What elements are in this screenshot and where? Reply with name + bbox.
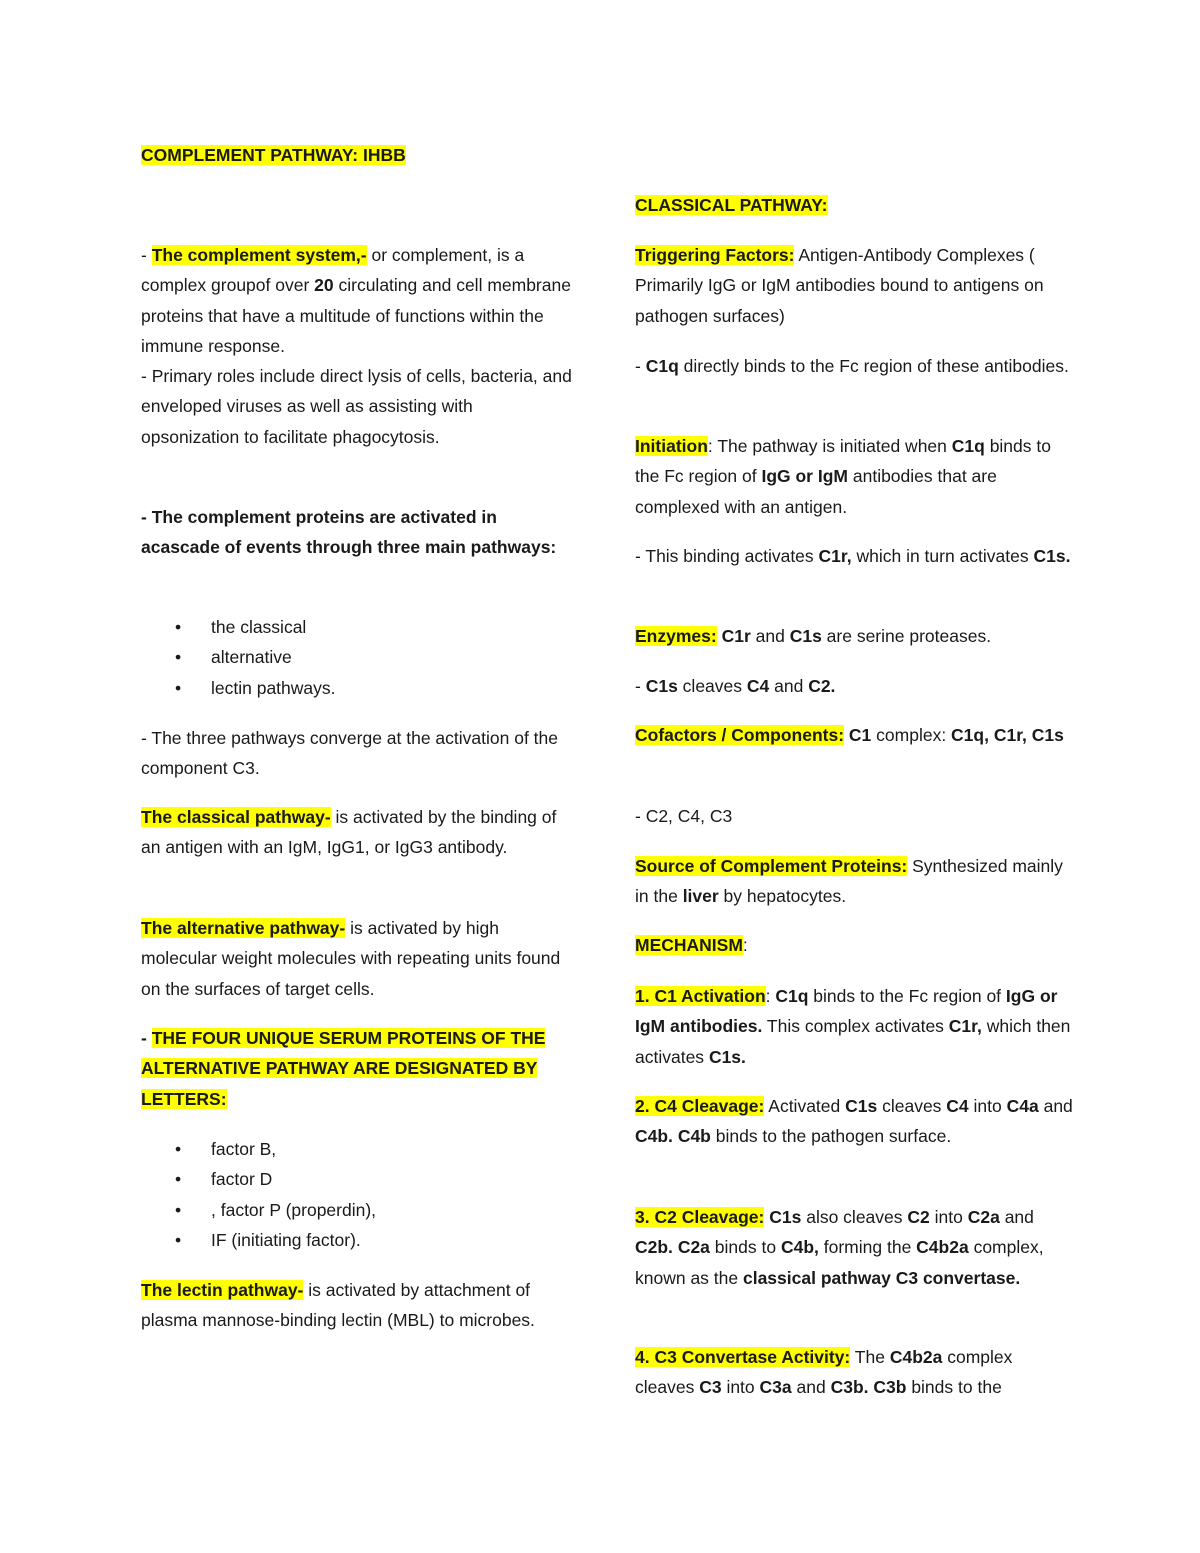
components-list-paragraph: - C2, C4, C3 bbox=[635, 806, 733, 826]
step-2-paragraph: 2. C4 Cleavage: Activated C1s cleaves C4 into C4a and C4b. C4b binds to the pathogen surface. bbox=[635, 1096, 1073, 1147]
list-item: • factor B, bbox=[175, 1139, 277, 1159]
classical-pathway-paragraph: The classical pathway- is activated by the binding of an antigen with an IgM, IgG1, or IgG3 antibody. bbox=[141, 807, 557, 858]
cofactors-paragraph: Cofactors / Components: C1 complex: C1q, C1r, C1s bbox=[635, 725, 1064, 745]
binding-activates-paragraph: - This binding activates C1r, which in turn activates C1s. bbox=[635, 546, 1071, 566]
classical-pathway-heading: CLASSICAL PATHWAY: bbox=[635, 195, 828, 215]
list-item: • lectin pathways. bbox=[175, 677, 336, 698]
step-1-paragraph: 1. C1 Activation: C1q binds to the Fc region of IgG or IgM antibodies. This complex activates C1r, which then activates C1s. bbox=[635, 986, 1071, 1067]
document-title: COMPLEMENT PATHWAY: IHBB bbox=[141, 145, 406, 165]
step-4-paragraph: 4. C3 Convertase Activity: The C4b2a complex cleaves C3 into C3a and C3b. C3b binds to the bbox=[635, 1347, 1013, 1398]
four-proteins-heading: - THE FOUR UNIQUE SERUM PROTEINS OF THE ALTERNATIVE PATHWAY ARE DESIGNATED BY LETTERS: bbox=[141, 1028, 546, 1109]
three-pathways-paragraph: - The complement proteins are activated in acascade of events through three main pathways: bbox=[141, 507, 557, 558]
factor-list bbox=[141, 1134, 573, 1255]
alternative-pathway-paragraph: The alternative pathway- is activated by high molecular weight molecules with repeating units found on the surfaces of target cells. bbox=[141, 918, 561, 999]
converge-paragraph: - The three pathways converge at the activation of the component C3. bbox=[141, 728, 559, 779]
complement-system-paragraph: - The complement system,- or complement, is a complex groupof over 20 circulating and cell membrane proteins that have a multitude of functions within the immune response. bbox=[141, 245, 571, 356]
list-item: • factor D bbox=[175, 1169, 273, 1190]
triggering-factors-paragraph: Triggering Factors: Antigen-Antibody Complexes ( Primarily IgG or IgM antibodies bound to antigens on pathogen surfaces) bbox=[635, 245, 1044, 326]
c1s-cleaves-paragraph: - C1s cleaves C4 and C2. bbox=[635, 676, 836, 696]
initiation-paragraph: Initiation: The pathway is initiated when C1q binds to the Fc region of IgG or IgM antibodies that are complexed with an antigen. bbox=[635, 436, 1051, 517]
mechanism-heading: MECHANISM: bbox=[635, 935, 748, 955]
lectin-pathway-paragraph: The lectin pathway- is activated by attachment of plasma mannose-binding lectin (MBL) to microbes. bbox=[141, 1280, 535, 1331]
primary-roles-paragraph: - Primary roles include direct lysis of cells, bacteria, and enveloped viruses as well as assisting with opsonization to facilitate phagocytosis. bbox=[141, 366, 572, 447]
enzymes-paragraph: Enzymes: C1r and C1s are serine proteases. bbox=[635, 626, 992, 646]
source-paragraph: Source of Complement Proteins: Synthesized mainly in the liver by hepatocytes. bbox=[635, 856, 1063, 907]
step-3-paragraph: 3. C2 Cleavage: C1s also cleaves C2 into C2a and C2b. C2a binds to C4b, forming the C4b2a complex, known as the classical pathway C3 convertase. bbox=[635, 1207, 1044, 1288]
list-item: • , factor P (properdin), bbox=[175, 1199, 377, 1220]
list-item: • the classical bbox=[175, 617, 307, 637]
c1q-binding-paragraph: - C1q directly binds to the Fc region of these antibodies. bbox=[635, 356, 1069, 376]
pathway-list bbox=[141, 612, 573, 703]
list-item: • IF (initiating factor). bbox=[175, 1229, 361, 1250]
list-item: • alternative bbox=[175, 647, 292, 668]
